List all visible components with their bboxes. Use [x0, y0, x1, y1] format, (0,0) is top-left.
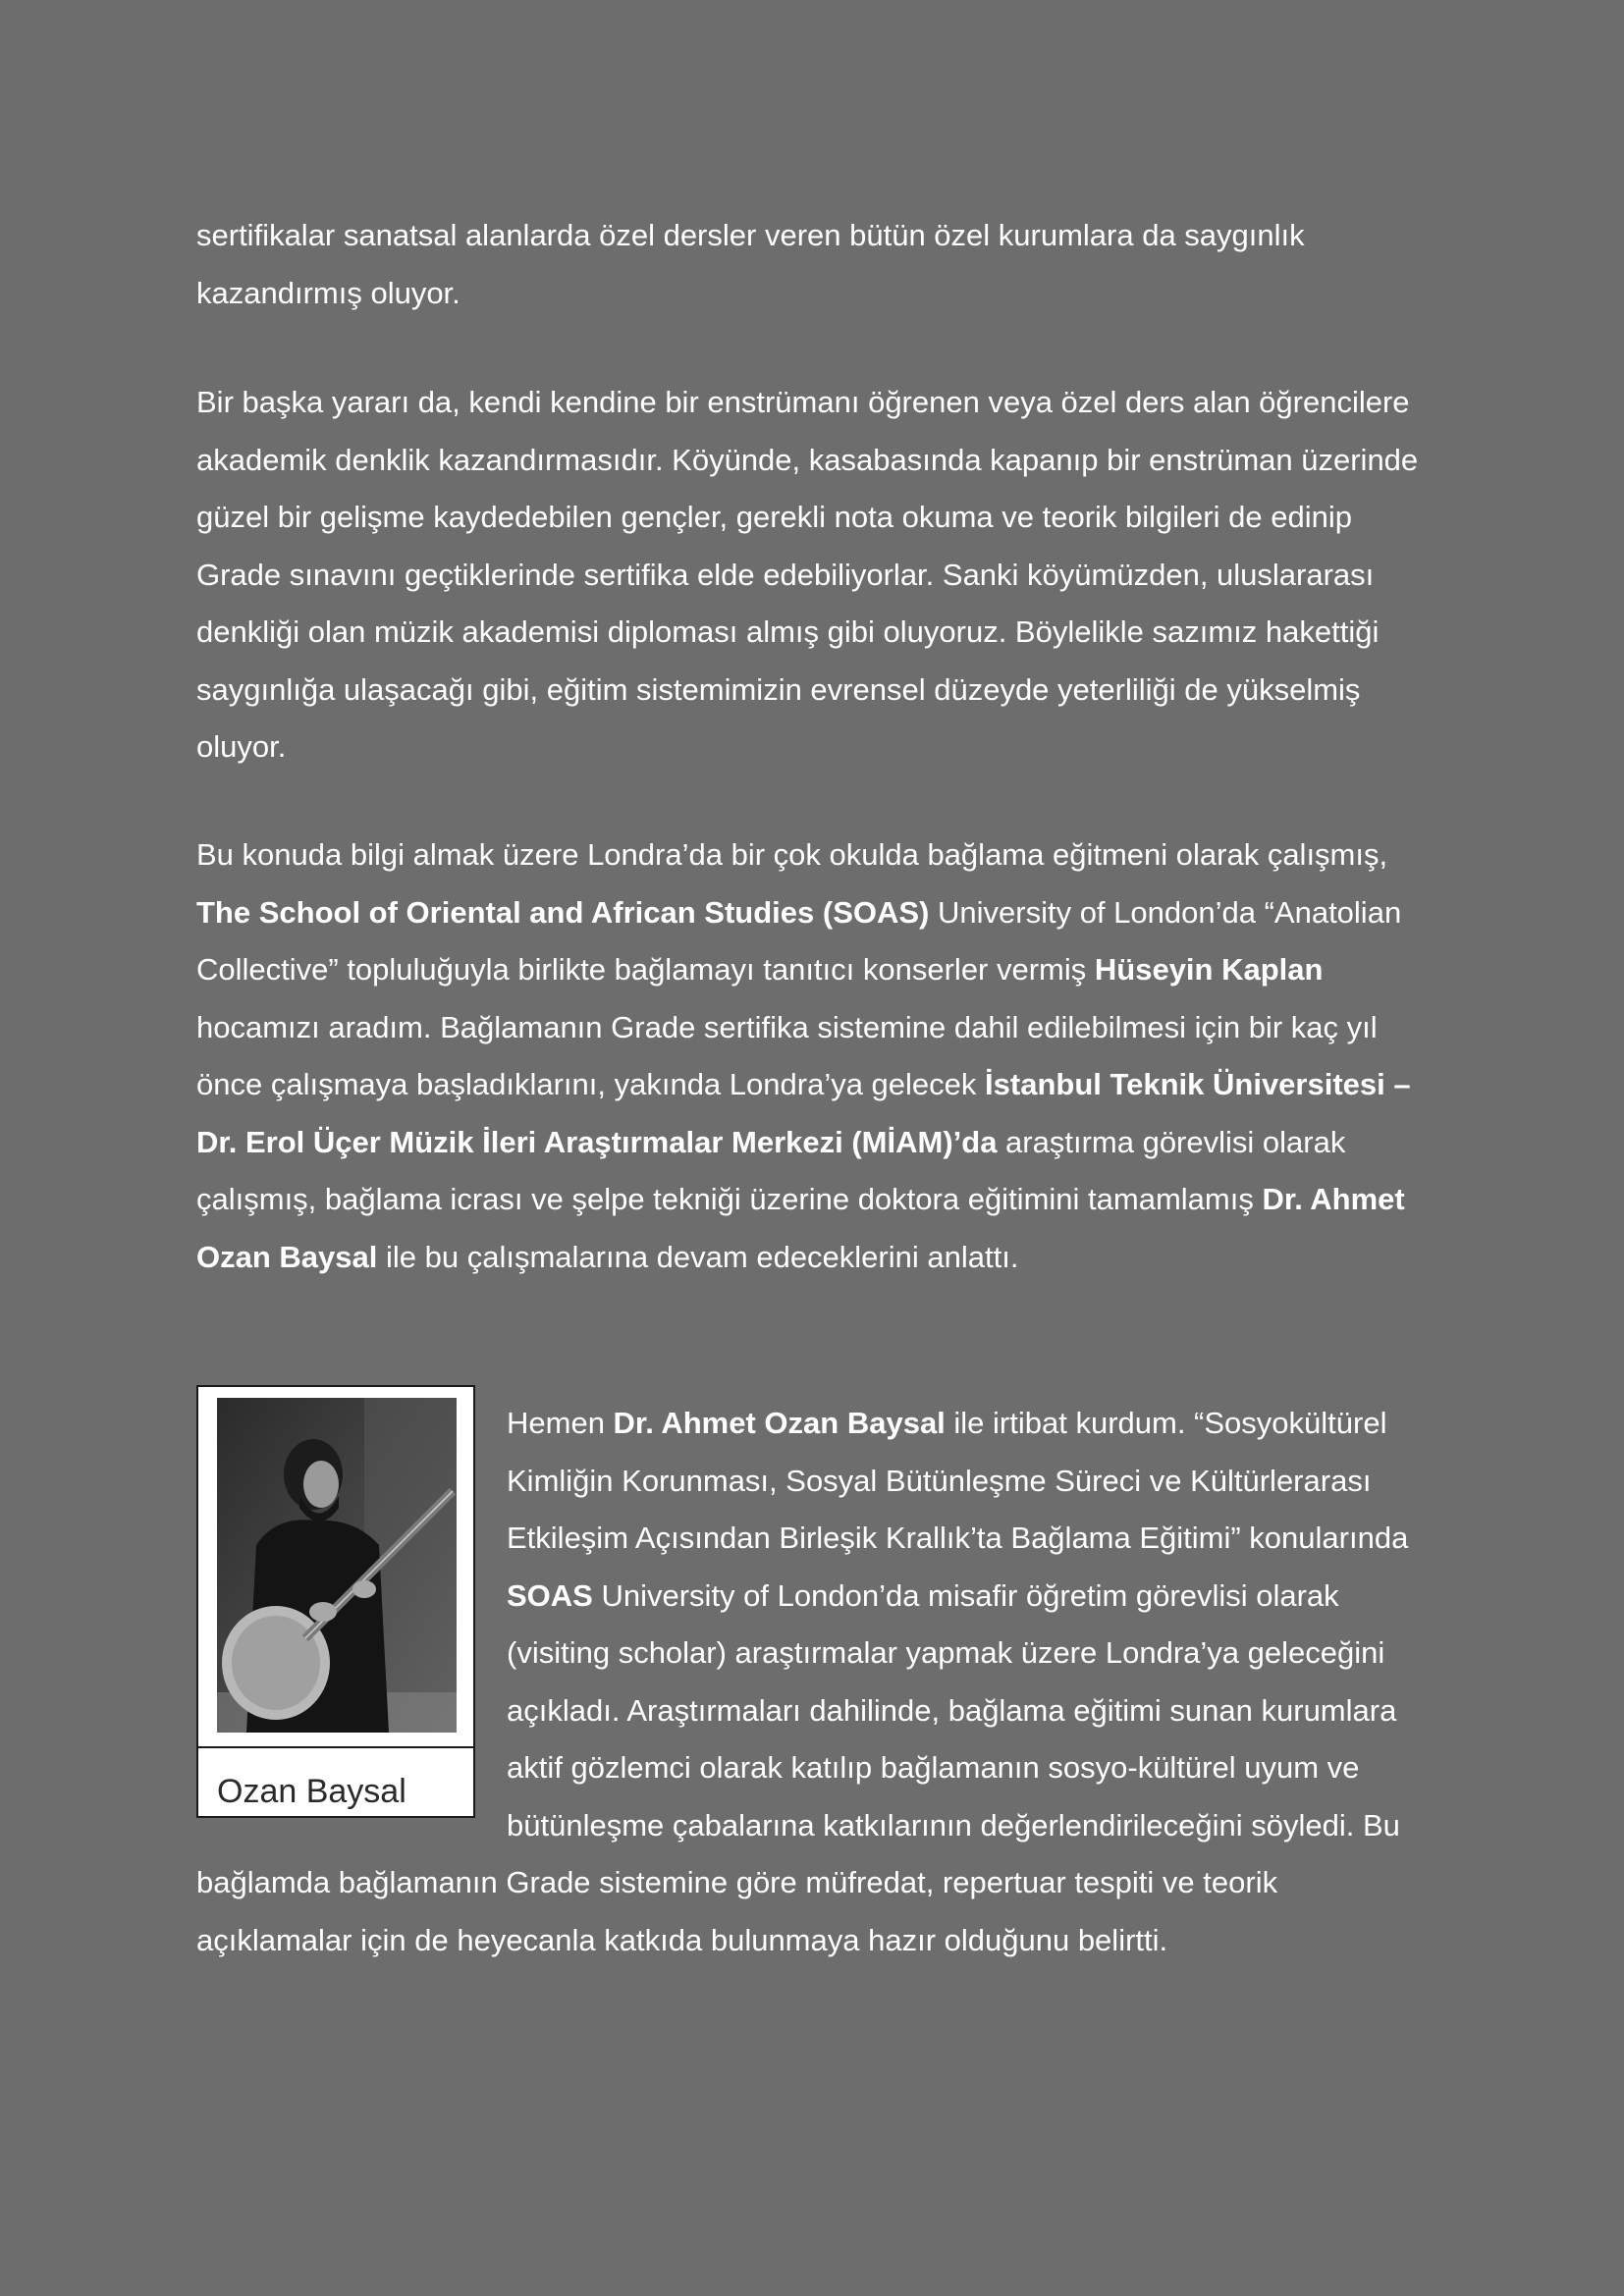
paragraph-3-text-3: hocamızı aradım. Bağlamanın Grade sertifika sistemine dahil edilebilmesi için bir kaç yıl önce çalışmaya başladıklarını, yakında Londra’ya gelecek [196, 1009, 1378, 1101]
paragraph-3-text-5: ile bu çalışmalarına devam edeceklerini anlattı. [377, 1239, 1019, 1274]
paragraph-4-text-3: University of London’da misafir öğretim görevlisi olarak (visiting scholar) araştırmalar yapmak üzere Londra’ya geleceğini açıkladı. Araştırmaları dahilinde, bağlama eğitimi sunan kurumlara aktif gözlemci olarak katılıp bağlamanın sosyo-kültürel uyum ve bütünleşme çabalarına katkılarının değerlendirileceğini söyledi. Bu bağlamda bağlamanın Grade sistemine göre müfredat, repertuar tespiti ve teorik açıklamalar için de heyecanla katkıda bulunmaya hazır olduğunu belirtti. [196, 1577, 1400, 1957]
photo-caption: Ozan Baysal [217, 1773, 406, 1810]
paragraph-3-text-2: University of London’da “Anatolian Collective” topluluğuyla birlikte bağlamayı tanıtıcı konserler vermiş [196, 894, 1402, 987]
paragraph-1-line-2: kazandırmış oluyor. [196, 275, 460, 310]
photo-figure [196, 1385, 475, 1818]
paragraph-4-text-2: ile irtibat kurdum. “Sosyokültürel Kimliğin Korunması, Sosyal Bütünleşme Süreci ve Kültürlerarası Etkileşim Açısından Birleşik Krallık’ta Bağlama Eğitimi” konularında [507, 1406, 1409, 1555]
paragraph-3-text-4: araştırma görevlisi olarak çalışmış, bağlama icrası ve şelpe tekniği üzerine doktora eğitimini tamamlamış [196, 1124, 1346, 1216]
ozan-baysal-name-2: Dr. Ahmet Ozan Baysal [613, 1406, 946, 1440]
soas-abbrev: SOAS [507, 1577, 593, 1613]
itu-miam-name: İstanbul Teknik Üniversitesi – Dr. Erol Üçer Müzik İleri Araştırmalar Merkezi (MİAM)’da [196, 1067, 1411, 1159]
paragraph-3 [196, 827, 1434, 1286]
paragraph-2: Bir başka yararı da, kendi kendine bir enstrümanı öğrenen veya özel ders alan öğrencilere akademik denklik kazandırmasıdır. Köyünde, kasabasında kapanıp bir enstrüman üzerinde güzel bir gelişme kaydedebilen gençler, gerekli nota okuma ve teorik bilgileri de edinip Grade sınavını geçtiklerinde sertifika elde edebiliyorlar. Sanki köyümüzden, uluslararası denkliği olan müzik akademisi diploması almış gibi oluyoruz. Böylelikle sazımız hakettiği saygınlığa ulaşacağı gibi, eğitim sistemimizin evrensel düzeyde yeterliliği de yükselmiş oluyor. [196, 385, 1419, 764]
huseyin-kaplan-name: Hüseyin Kaplan [1094, 952, 1324, 987]
paragraph-1-line-1: sertifikalar sanatsal alanlarda özel dersler veren bütün özel kurumlara da saygınlık [196, 218, 1305, 252]
soas-name: The School of Oriental and African Studies (SOAS) [196, 894, 930, 930]
paragraph-1 [196, 207, 1434, 322]
caption-divider [198, 1746, 473, 1748]
paragraph-3-text-1: Bu konuda bilgi almak üzere Londra’da bir çok okulda bağlama eğitmeni olarak çalışmış, [196, 837, 1388, 872]
paragraph-4-text-1: Hemen [507, 1406, 614, 1440]
portrait-photo [217, 1398, 457, 1733]
musician-with-baglama-image [217, 1398, 457, 1733]
ozan-baysal-name: Dr. Ahmet Ozan Baysal [196, 1182, 1405, 1274]
